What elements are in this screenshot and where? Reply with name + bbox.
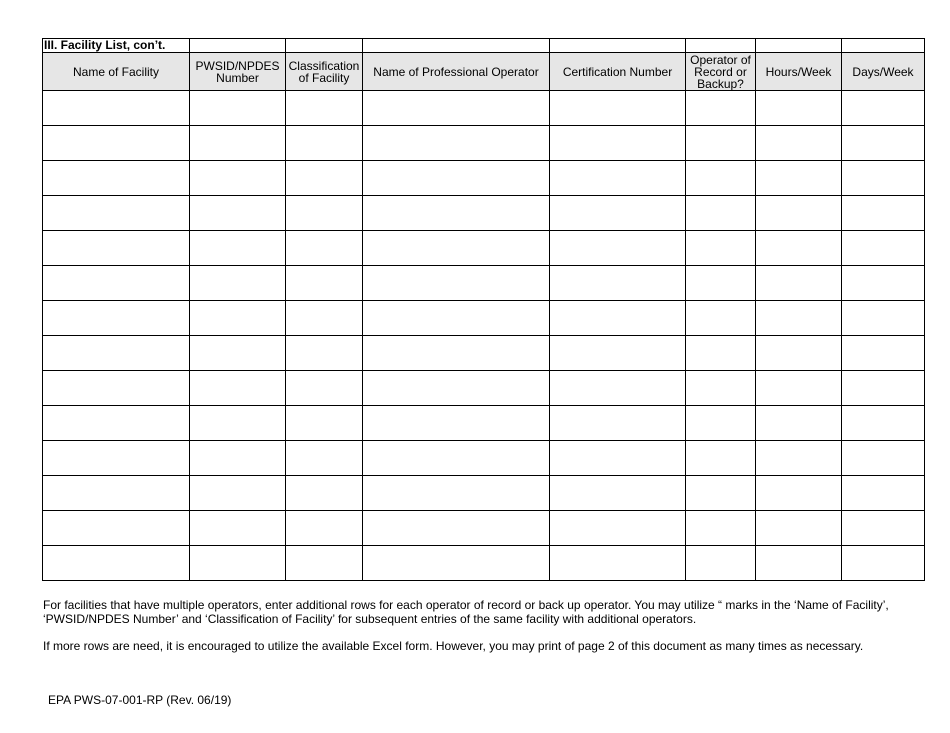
certification-number-cell[interactable] xyxy=(550,406,686,441)
days-week-cell[interactable] xyxy=(842,266,925,301)
section-title-row xyxy=(43,39,925,53)
facility-name-cell[interactable] xyxy=(43,161,190,196)
operator-name-cell[interactable] xyxy=(363,511,550,546)
header-row xyxy=(43,53,925,91)
hours-week-cell[interactable] xyxy=(756,546,842,581)
facility-list-section xyxy=(42,38,924,581)
certification-number-cell[interactable] xyxy=(550,301,686,336)
facility-name-cell[interactable] xyxy=(43,336,190,371)
certification-number-cell[interactable] xyxy=(550,476,686,511)
col-header-operator-of-record: Operator of Record or Backup? xyxy=(686,53,756,91)
col-header-days-week: Days/Week xyxy=(842,53,925,91)
table-row xyxy=(43,546,925,581)
hours-week-cell[interactable] xyxy=(756,406,842,441)
operator-of-record-cell[interactable] xyxy=(686,266,756,301)
table-row xyxy=(43,301,925,336)
classification-cell[interactable] xyxy=(286,476,363,511)
operator-of-record-cell[interactable] xyxy=(686,231,756,266)
days-week-cell[interactable] xyxy=(842,371,925,406)
operator-of-record-cell[interactable] xyxy=(686,406,756,441)
hours-week-cell[interactable] xyxy=(756,371,842,406)
days-week-cell[interactable] xyxy=(842,406,925,441)
facility-name-cell[interactable] xyxy=(43,371,190,406)
pwsid-npdes-cell[interactable] xyxy=(190,546,286,581)
operator-name-cell[interactable] xyxy=(363,371,550,406)
days-week-cell[interactable] xyxy=(842,126,925,161)
col-header-pwsid-npdes: PWSID/NPDES Number xyxy=(190,53,286,91)
days-week-cell[interactable] xyxy=(842,196,925,231)
table-row xyxy=(43,441,925,476)
operator-of-record-cell[interactable] xyxy=(686,476,756,511)
hours-week-cell[interactable] xyxy=(756,196,842,231)
col-header-certification-number: Certification Number xyxy=(550,53,686,91)
days-week-cell[interactable] xyxy=(842,161,925,196)
pwsid-npdes-cell[interactable] xyxy=(190,511,286,546)
classification-cell[interactable] xyxy=(286,196,363,231)
hours-week-cell[interactable] xyxy=(756,266,842,301)
certification-number-cell[interactable] xyxy=(550,196,686,231)
facility-name-cell[interactable] xyxy=(43,441,190,476)
facility-name-cell[interactable] xyxy=(43,266,190,301)
table-row xyxy=(43,371,925,406)
days-week-cell[interactable] xyxy=(842,301,925,336)
operator-name-cell[interactable] xyxy=(363,301,550,336)
hours-week-cell[interactable] xyxy=(756,336,842,371)
pwsid-npdes-cell[interactable] xyxy=(190,301,286,336)
hours-week-cell[interactable] xyxy=(756,126,842,161)
certification-number-cell[interactable] xyxy=(550,336,686,371)
form-id: EPA PWS-07-001-RP (Rev. 06/19) xyxy=(48,693,232,707)
col-header-facility-name: Name of Facility xyxy=(43,53,190,91)
days-week-cell[interactable] xyxy=(842,546,925,581)
certification-number-cell[interactable] xyxy=(550,91,686,126)
pwsid-npdes-cell[interactable] xyxy=(190,161,286,196)
pwsid-npdes-cell[interactable] xyxy=(190,406,286,441)
instruction-multiple-operators: For facilities that have multiple operators, enter additional rows for each operator of record or back up operator. You may utilize “ marks in the ‘Name of Facility’, ‘PWSID/NPDES Number’ and ‘Classification of Facility’ for subsequent entries of the same facility with additional operators. xyxy=(43,598,889,626)
operator-name-cell[interactable] xyxy=(363,126,550,161)
hours-week-cell[interactable] xyxy=(756,511,842,546)
facility-name-cell[interactable] xyxy=(43,126,190,161)
table-row xyxy=(43,91,925,126)
col-header-hours-week: Hours/Week xyxy=(756,53,842,91)
table-row xyxy=(43,406,925,441)
instruction-more-rows: If more rows are need, it is encouraged to utilize the available Excel form. However, you may print of page 2 of this document as many times as necessary. xyxy=(43,639,864,653)
table-row xyxy=(43,196,925,231)
certification-number-cell[interactable] xyxy=(550,371,686,406)
operator-of-record-cell[interactable] xyxy=(686,91,756,126)
certification-number-cell[interactable] xyxy=(550,126,686,161)
table-row xyxy=(43,476,925,511)
pwsid-npdes-cell[interactable] xyxy=(190,441,286,476)
hours-week-cell[interactable] xyxy=(756,476,842,511)
pwsid-npdes-cell[interactable] xyxy=(190,126,286,161)
operator-of-record-cell[interactable] xyxy=(686,161,756,196)
operator-name-cell[interactable] xyxy=(363,196,550,231)
operator-of-record-cell[interactable] xyxy=(686,546,756,581)
certification-number-cell[interactable] xyxy=(550,266,686,301)
operator-name-cell[interactable] xyxy=(363,231,550,266)
hours-week-cell[interactable] xyxy=(756,231,842,266)
table-row xyxy=(43,511,925,546)
classification-cell[interactable] xyxy=(286,336,363,371)
classification-cell[interactable] xyxy=(286,441,363,476)
days-week-cell[interactable] xyxy=(842,476,925,511)
days-week-cell[interactable] xyxy=(842,231,925,266)
classification-cell[interactable] xyxy=(286,406,363,441)
facility-name-cell[interactable] xyxy=(43,301,190,336)
facility-name-cell[interactable] xyxy=(43,546,190,581)
table-row xyxy=(43,266,925,301)
classification-cell[interactable] xyxy=(286,231,363,266)
classification-cell[interactable] xyxy=(286,126,363,161)
certification-number-cell[interactable] xyxy=(550,441,686,476)
hours-week-cell[interactable] xyxy=(756,441,842,476)
operator-name-cell[interactable] xyxy=(363,91,550,126)
operator-name-cell[interactable] xyxy=(363,406,550,441)
instructions xyxy=(43,598,923,653)
table-row xyxy=(43,161,925,196)
pwsid-npdes-cell[interactable] xyxy=(190,231,286,266)
pwsid-npdes-cell[interactable] xyxy=(190,91,286,126)
facility-list-table xyxy=(42,38,925,581)
certification-number-cell[interactable] xyxy=(550,511,686,546)
facility-name-cell[interactable] xyxy=(43,406,190,441)
table-row xyxy=(43,126,925,161)
pwsid-npdes-cell[interactable] xyxy=(190,476,286,511)
hours-week-cell[interactable] xyxy=(756,91,842,126)
pwsid-npdes-cell[interactable] xyxy=(190,196,286,231)
days-week-cell[interactable] xyxy=(842,441,925,476)
operator-name-cell[interactable] xyxy=(363,266,550,301)
days-week-cell[interactable] xyxy=(842,511,925,546)
section-title: III. Facility List, con’t. xyxy=(43,39,190,53)
operator-of-record-cell[interactable] xyxy=(686,371,756,406)
col-header-classification: Classification of Facility xyxy=(286,53,363,91)
classification-cell[interactable] xyxy=(286,371,363,406)
classification-cell[interactable] xyxy=(286,161,363,196)
facility-name-cell[interactable] xyxy=(43,231,190,266)
operator-name-cell[interactable] xyxy=(363,336,550,371)
operator-of-record-cell[interactable] xyxy=(686,126,756,161)
certification-number-cell[interactable] xyxy=(550,161,686,196)
operator-name-cell[interactable] xyxy=(363,546,550,581)
certification-number-cell[interactable] xyxy=(550,231,686,266)
operator-of-record-cell[interactable] xyxy=(686,196,756,231)
operator-of-record-cell[interactable] xyxy=(686,441,756,476)
operator-name-cell[interactable] xyxy=(363,476,550,511)
facility-name-cell[interactable] xyxy=(43,476,190,511)
days-week-cell[interactable] xyxy=(842,91,925,126)
classification-cell[interactable] xyxy=(286,301,363,336)
table-row xyxy=(43,336,925,371)
pwsid-npdes-cell[interactable] xyxy=(190,336,286,371)
operator-name-cell[interactable] xyxy=(363,441,550,476)
hours-week-cell[interactable] xyxy=(756,301,842,336)
classification-cell[interactable] xyxy=(286,91,363,126)
operator-of-record-cell[interactable] xyxy=(686,511,756,546)
table-row xyxy=(43,231,925,266)
facility-name-cell[interactable] xyxy=(43,91,190,126)
classification-cell[interactable] xyxy=(286,511,363,546)
operator-name-cell[interactable] xyxy=(363,161,550,196)
operator-of-record-cell[interactable] xyxy=(686,301,756,336)
facility-name-cell[interactable] xyxy=(43,511,190,546)
certification-number-cell[interactable] xyxy=(550,546,686,581)
classification-cell[interactable] xyxy=(286,546,363,581)
facility-name-cell[interactable] xyxy=(43,196,190,231)
operator-of-record-cell[interactable] xyxy=(686,336,756,371)
classification-cell[interactable] xyxy=(286,266,363,301)
hours-week-cell[interactable] xyxy=(756,161,842,196)
col-header-operator-name: Name of Professional Operator xyxy=(363,53,550,91)
days-week-cell[interactable] xyxy=(842,336,925,371)
pwsid-npdes-cell[interactable] xyxy=(190,266,286,301)
pwsid-npdes-cell[interactable] xyxy=(190,371,286,406)
